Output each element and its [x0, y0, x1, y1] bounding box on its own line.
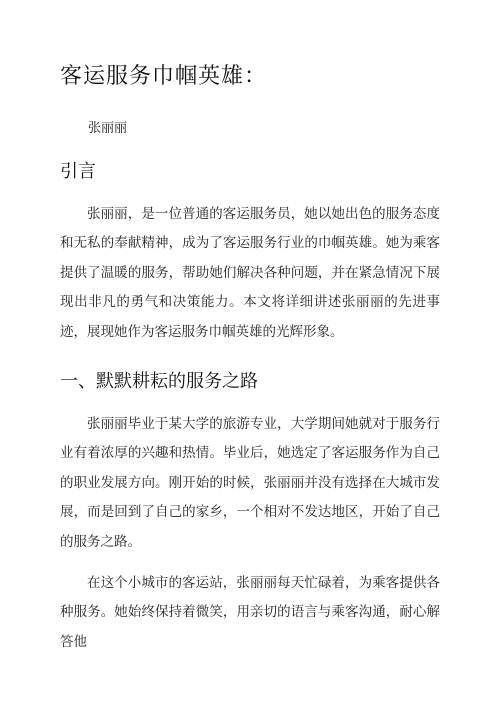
section-heading-service-road: 一、默默耕耘的服务之路: [60, 371, 258, 392]
service-road-paragraph-1: 张丽丽毕业于某大学的旅游专业，大学期间她就对于服务行业有着浓厚的兴趣和热情。毕业后，她选定了客运服务作为自己的职业发展方向。刚开始的时候，张丽丽并没有选择在大城市发展，而是回到了自己的家乡，一个相对不发达地区，开始了自己的服务之路。: [60, 416, 440, 550]
author-name: 张丽丽: [88, 121, 128, 136]
document-title: 客运服务巾帼英雄：: [60, 64, 268, 89]
service-road-paragraph-2: 在这个小城市的客运站，张丽丽每天忙碌着，为乘客提供各种服务。她始终保持着微笑，用亲切的语言与乘客沟通，耐心解答他: [60, 575, 440, 650]
section-heading-intro: 引言: [60, 161, 96, 182]
intro-paragraph: 张丽丽，是一位普通的客运服务员，她以她出色的服务态度和无私的奉献精神，成为了客运服务行业的巾帼英雄。她为乘客提供了温暖的服务，帮助她们解决各种问题，并在紧急情况下展现出非凡的勇气和决策能力。本文将详细讲述张丽丽的先进事迹，展现她作为客运服务巾帼英雄的光辉形象。: [60, 206, 440, 340]
